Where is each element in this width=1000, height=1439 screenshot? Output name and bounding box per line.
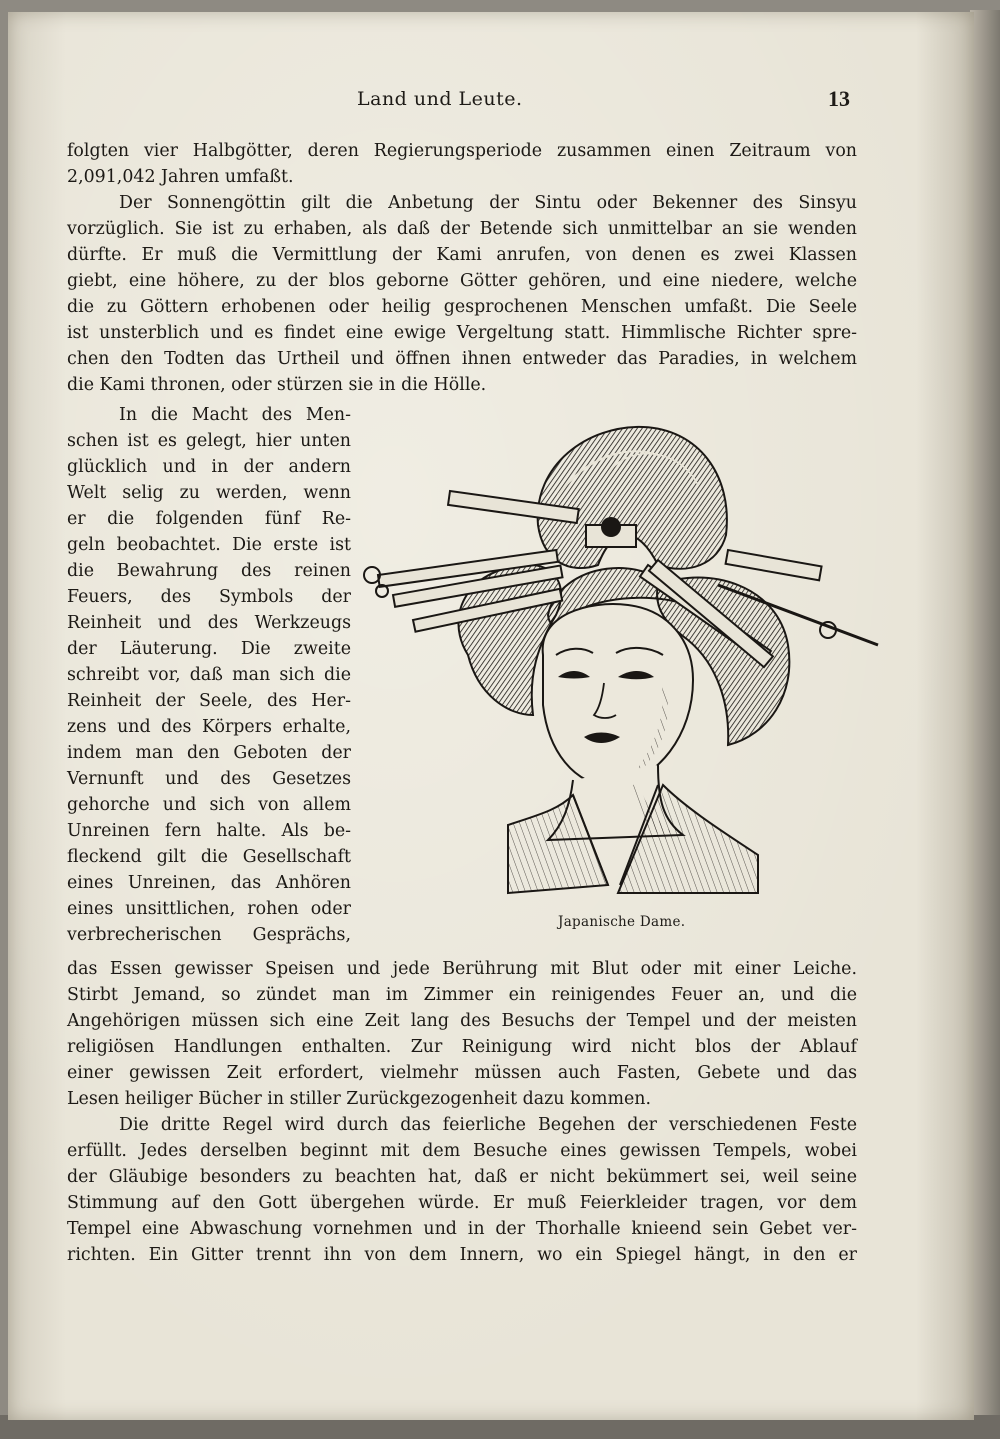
column-text-line: Feuers, des Symbols der	[67, 587, 351, 607]
column-text-line: gehorche und sich von allem	[67, 795, 351, 815]
text-line: Stimmung auf den Gott übergehen würde. Er muß Feierkleider tragen, vor dem	[67, 1193, 857, 1213]
column-text-line: In die Macht des Men-	[119, 405, 351, 425]
running-head: Land und Leute.	[357, 88, 523, 110]
text-line: Stirbt Jemand, so zündet man im Zimmer ein reinigendes Feuer an, und die	[67, 985, 857, 1005]
engraving-figure	[358, 415, 888, 905]
illustration-japanese-lady	[358, 415, 888, 905]
text-line: Der Sonnengöttin gilt die Anbetung der Sintu oder Bekenner des Sinsyu	[119, 193, 857, 213]
page-number: 13	[828, 86, 850, 111]
text-line: das Essen gewisser Speisen und jede Berührung mit Blut oder mit einer Leiche.	[67, 959, 857, 979]
text-line: dürfte. Er muß die Vermittlung der Kami anrufen, von denen es zwei Klassen	[67, 245, 857, 265]
text-line: 2,091,042 Jahren umfaßt.	[67, 167, 294, 187]
book-page-edge-right	[970, 10, 1000, 1439]
text-line: Tempel eine Abwaschung vornehmen und in der Thorhalle knieend sein Gebet ver-	[67, 1219, 857, 1239]
column-text-line: der Läuterung. Die zweite	[67, 639, 351, 659]
text-line: die zu Göttern erhobenen oder heilig gesprochenen Menschen umfaßt. Die Seele	[67, 297, 857, 317]
column-text-line: fleckend gilt die Gesellschaft	[67, 847, 351, 867]
column-text-line: schen ist es gelegt, hier unten	[67, 431, 351, 451]
face	[543, 604, 693, 787]
column-text-line: geln beobachtet. Die erste ist	[67, 535, 351, 555]
column-text-line: Welt selig zu werden, wenn	[67, 483, 351, 503]
column-text-line: eines unsittlichen, rohen oder	[67, 899, 351, 919]
column-text-line: glücklich und in der andern	[67, 457, 351, 477]
text-line: Angehörigen müssen sich eine Zeit lang des Besuchs der Tempel und der meisten	[67, 1011, 857, 1031]
column-text-line: die Bewahrung des reinen	[67, 561, 351, 581]
text-line: chen den Todten das Urtheil und öffnen ihnen entweder das Paradies, in welchem	[67, 349, 857, 369]
column-text-line: Reinheit und des Werkzeugs	[67, 613, 351, 633]
column-text-line: indem man den Geboten der	[67, 743, 351, 763]
text-line: vorzüglich. Sie ist zu erhaben, als daß der Betende sich unmittelbar an sie wenden	[67, 219, 857, 239]
text-line: folgten vier Halbgötter, deren Regierungsperiode zusammen einen Zeitraum von	[67, 141, 857, 161]
text-line: richten. Ein Gitter trennt ihn von dem Innern, wo ein Spiegel hängt, in den er	[67, 1245, 857, 1265]
column-text-line: eines Unreinen, das Anhören	[67, 873, 351, 893]
text-line: Lesen heiliger Bücher in stiller Zurückgezogenheit dazu kommen.	[67, 1089, 652, 1109]
text-line: ist unsterblich und es findet eine ewige Vergeltung statt. Himmlische Richter spre-	[67, 323, 857, 343]
column-text-line: Reinheit der Seele, des Her-	[67, 691, 351, 711]
text-line: der Gläubige besonders zu beachten hat, daß er nicht bekümmert sei, weil seine	[67, 1167, 857, 1187]
text-line: religiösen Handlungen enthalten. Zur Reinigung wird nicht blos der Ablauf	[67, 1037, 857, 1057]
text-line: die Kami thronen, oder stürzen sie in die Hölle.	[67, 375, 487, 395]
text-line: giebt, eine höhere, zu der blos geborne Götter gehören, und eine niedere, welche	[67, 271, 857, 291]
column-text-line: er die folgenden fünf Re-	[67, 509, 351, 529]
figure-caption: Japanische Dame.	[558, 914, 686, 930]
column-text-line: schreibt vor, daß man sich die	[67, 665, 351, 685]
column-text-line: Unreinen fern halte. Als be-	[67, 821, 351, 841]
text-line: erfüllt. Jedes derselben beginnt mit dem Besuche eines gewissen Tempels, wobei	[67, 1141, 857, 1161]
text-line: Die dritte Regel wird durch das feierliche Begehen der verschiedenen Feste	[119, 1115, 857, 1135]
text-line: einer gewissen Zeit erfordert, vielmehr müssen auch Fasten, Gebete und das	[67, 1063, 857, 1083]
hairpin-top-right	[726, 550, 822, 580]
column-text-line: zens und des Körpers erhalte,	[67, 717, 351, 737]
column-text-line: Vernunft und des Gesetzes	[67, 769, 351, 789]
column-text-line: verbrecherischen Gesprächs,	[67, 925, 351, 945]
